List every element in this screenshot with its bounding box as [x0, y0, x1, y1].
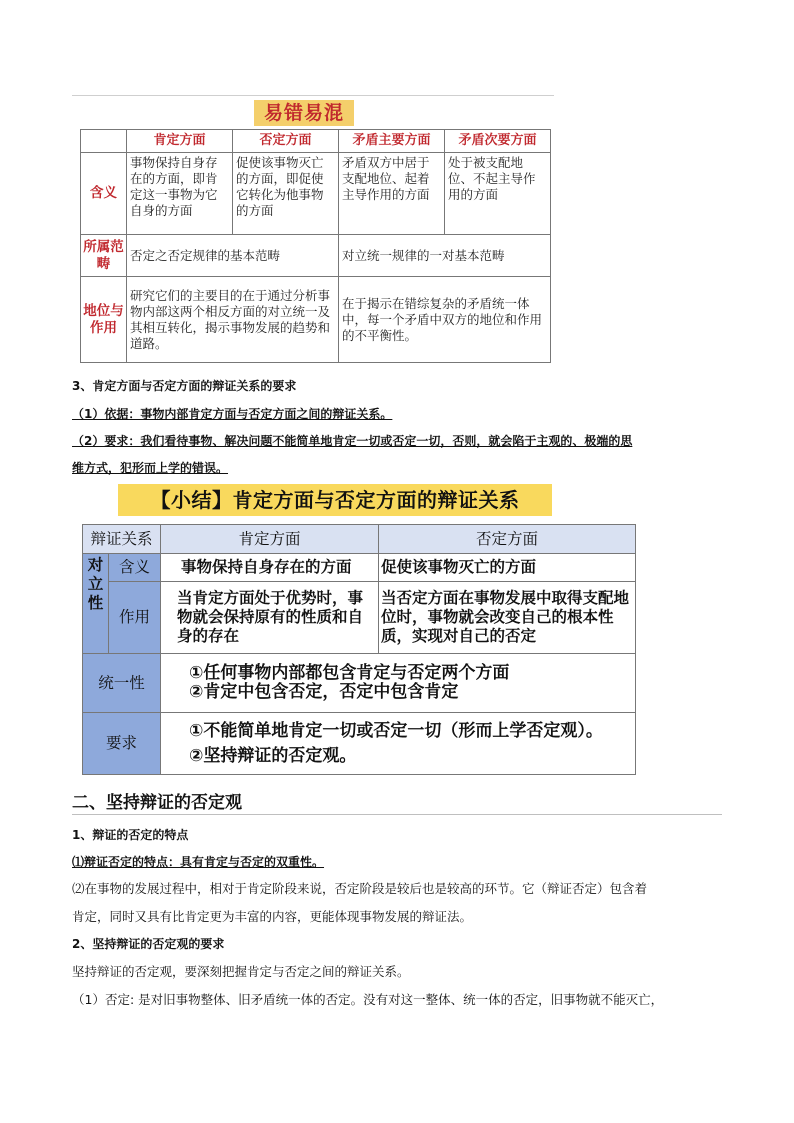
top-rule [72, 95, 554, 96]
requirement-item: ①不能简单地肯定一切或否定一切（形而上学否定观）。 [189, 720, 603, 741]
table-cell: 事物保持自身存在的方面，即肯定这一事物为它自身的方面 [127, 153, 233, 235]
table-cell: 当否定方面在事物发展中取得支配地位时，事物就会改变自己的根本性质，实现对自己的否定 [379, 582, 636, 654]
requirement-item: ②坚持辩证的否定观。 [189, 745, 357, 766]
table-cell: 研究它们的主要目的在于通过分析事物内部这两个相反方面的对立统一及其相互转化，揭示事物发展的趋势和道路。 [127, 277, 339, 363]
row-label-role: 作用 [109, 582, 161, 654]
table-cell: 在于揭示在错综复杂的矛盾统一体中，每一个矛盾中双方的地位和作用的不平衡性。 [339, 277, 551, 363]
row-label-meaning: 含义 [109, 554, 161, 582]
table-cell: 否定之否定规律的基本范畴 [127, 235, 339, 277]
table-cell: 处于被支配地位、不起主导作用的方面 [445, 153, 551, 235]
subsection2-title: 2、坚持辩证的否定观的要求 [72, 937, 225, 951]
header-cell [81, 130, 127, 153]
table-row [81, 235, 551, 277]
section3-basis: （1）依据：事物内部肯定方面与否定方面之间的辩证关系。 [72, 407, 393, 421]
subsection2-intro: 坚持辩证的否定观，要深刻把握肯定与否定之间的辩证关系。 [72, 964, 410, 979]
section3-req-line2: 维方式，犯形而上学的错误。 [72, 461, 229, 475]
table-row [83, 554, 636, 582]
requirement-cell [161, 713, 636, 775]
subsection1-point2-line2: 肯定，同时又具有比肯定更为丰富的内容，更能体现事物发展的辩证法。 [72, 909, 473, 924]
row-label-requirement: 要求 [83, 713, 161, 775]
row-label-category: 所属范畴 [81, 235, 127, 277]
header-cell: 辩证关系 [83, 525, 161, 554]
table-row [81, 153, 551, 235]
table1-title: 易错易混 [254, 100, 354, 126]
row-label-meaning: 含义 [81, 153, 127, 235]
header-cell: 肯定方面 [127, 130, 233, 153]
table-cell: 当肯定方面处于优势时，事物就会保持原有的性质和自身的存在 [161, 582, 379, 654]
table-row [83, 582, 636, 654]
header-cell: 矛盾次要方面 [445, 130, 551, 153]
unity-cell [161, 654, 636, 713]
section3-title: 3、肯定方面与否定方面的辩证关系的要求 [72, 379, 297, 393]
table-row [83, 654, 636, 713]
unity-item: ②肯定中包含否定，否定中包含肯定 [189, 682, 459, 702]
section-heading: 二、坚持辩证的否定观 [72, 793, 242, 813]
summary-title: 【小结】肯定方面与否定方面的辩证关系 [118, 484, 552, 516]
summary-table [82, 524, 636, 775]
comparison-table [80, 129, 551, 363]
row-label-status: 地位与作用 [81, 277, 127, 363]
header-cell: 肯定方面 [161, 525, 379, 554]
subsection1-point2-line1: ⑵在事物的发展过程中，相对于肯定阶段来说，否定阶段是较后也是较高的环节。它（辩证否定）包含着 [72, 881, 648, 896]
heading-rule [72, 814, 722, 815]
unity-item: ①任何事物内部都包含肯定与否定两个方面 [189, 663, 510, 683]
header-cell: 矛盾主要方面 [339, 130, 445, 153]
table-cell: 对立统一规律的一对基本范畴 [339, 235, 551, 277]
table-row [81, 277, 551, 363]
header-cell: 否定方面 [233, 130, 339, 153]
table-cell: 促使该事物灭亡的方面，即促使它转化为他事物的方面 [233, 153, 339, 235]
opposition-label: 对立性 [83, 554, 109, 654]
row-label-unity: 统一性 [83, 654, 161, 713]
table-cell: 事物保持自身存在的方面 [161, 554, 379, 582]
table-row [81, 130, 551, 153]
subsection1-title: 1、辩证的否定的特点 [72, 828, 189, 842]
table-cell: 矛盾双方中居于支配地位、起着主导作用的方面 [339, 153, 445, 235]
section3-req-line1: （2）要求：我们看待事物、解决问题不能简单地肯定一切或否定一切，否则，就会陷于主观的、极端的思 [72, 434, 633, 448]
header-cell: 否定方面 [379, 525, 636, 554]
table-cell: 促使该事物灭亡的方面 [379, 554, 636, 582]
table-row [83, 525, 636, 554]
subsection1-point1: ⑴辩证否定的特点：具有肯定与否定的双重性。 [72, 855, 325, 869]
subsection2-point1: （1）否定: 是对旧事物整体、旧矛盾统一体的否定。没有对这一整体、统一体的否定，旧事物就不能灭亡， [72, 992, 664, 1007]
table-row [83, 713, 636, 775]
